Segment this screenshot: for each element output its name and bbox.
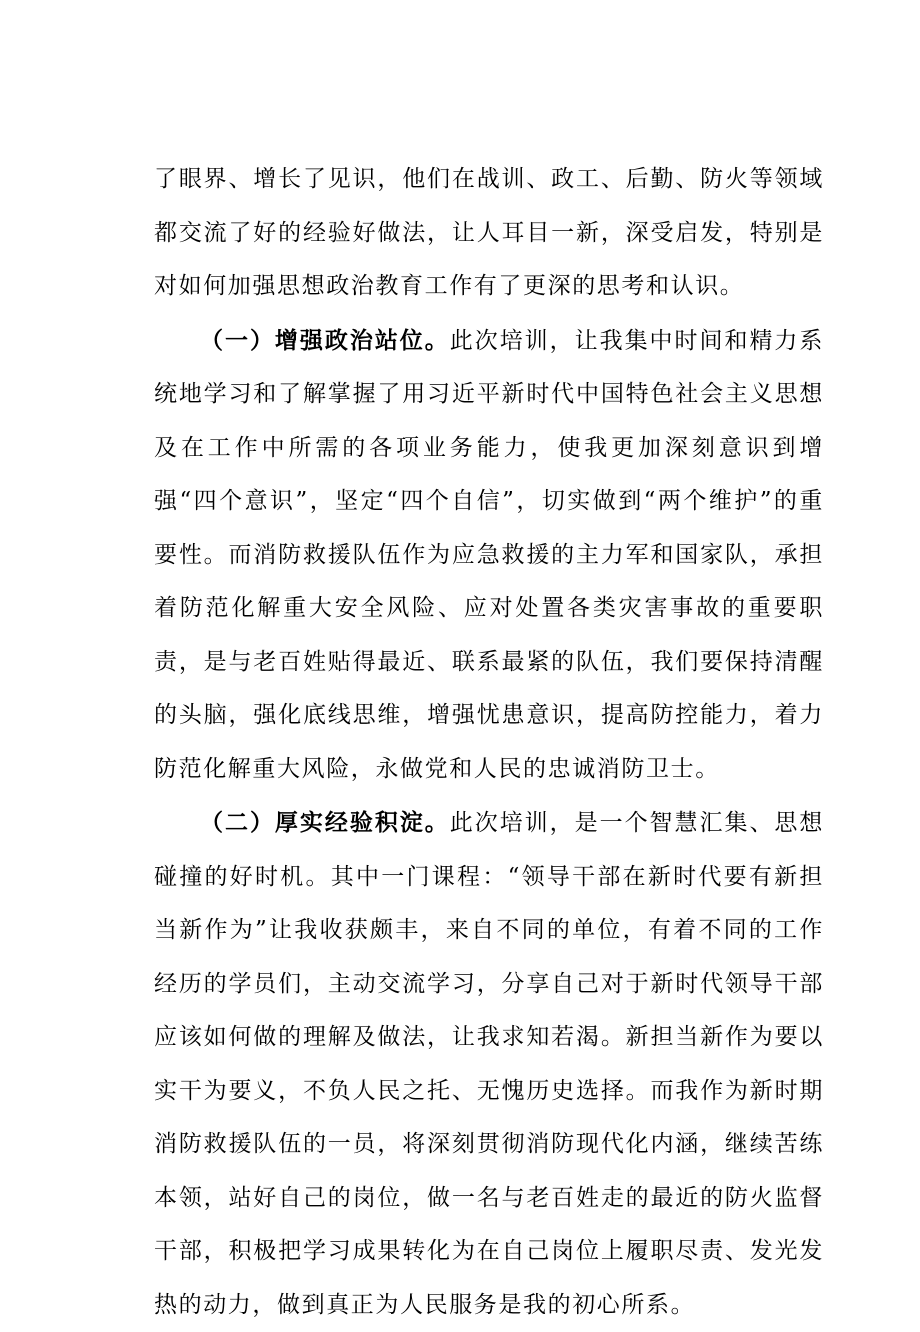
document-body [154, 153, 824, 1332]
section-heading-2: （二）厚实经验积淀。 [200, 809, 450, 836]
paragraph-continuation [154, 153, 824, 314]
paragraph-experience [154, 796, 824, 1332]
paragraph-political-stance [154, 314, 824, 797]
paragraph-text: 此次培训，让我集中时间和精力系统地学习和了解掌握了用习近平新时代中国特色社会主义思想及在工作中所需的各项业务能力，使我更加深刻意识到增强“四个意识”，坚定“四个自信”，切实做到“两个维护”的重要性。而消防救援队伍作为应急救援的主力军和国家队，承担着防范化解重大安全风险、应对处置各类灾害事故的重要职责，是与老百姓贴得最近、联系最紧的队伍，我们要保持清醒的头脑，强化底线思维，增强忧患意识，提高防控能力，着力防范化解重大风险，永做党和人民的忠诚消防卫士。 [154, 327, 824, 782]
paragraph-text: 此次培训，是一个智慧汇集、思想碰撞的好时机。其中一门课程：“领导干部在新时代要有新担当新作为”让我收获颇丰，来自不同的单位，有着不同的工作经历的学员们，主动交流学习，分享自己对于新时代领导干部应该如何做的理解及做法，让我求知若渴。新担当新作为要以实干为要义，不负人民之托、无愧历史选择。而我作为新时期消防救援队伍的一员，将深刻贯彻消防现代化内涵，继续苦练本领，站好自己的岗位，做一名与老百姓走的最近的防火监督干部，积极把学习成果转化为在自己岗位上履职尽责、发光发热的动力，做到真正为人民服务是我的初心所系。 [154, 810, 824, 1318]
paragraph-text: 了眼界、增长了见识，他们在战训、政工、后勤、防火等领域都交流了好的经验好做法，让人耳目一新，深受启发，特别是对如何加强思想政治教育工作有了更深的思考和认识。 [154, 166, 824, 299]
section-heading-1: （一）增强政治站位。 [200, 326, 450, 354]
